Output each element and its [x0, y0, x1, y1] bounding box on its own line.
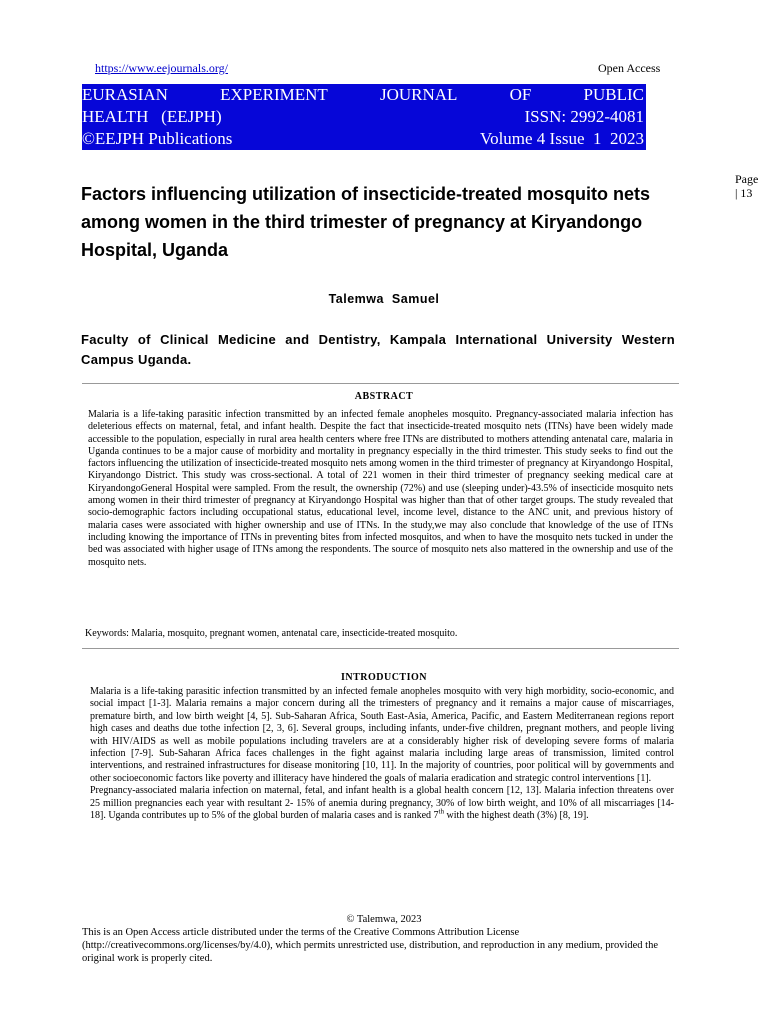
banner-line-1: [82, 84, 646, 106]
open-access-label: Open Access: [598, 61, 661, 75]
section-divider: [82, 648, 679, 649]
ordinal-suffix: th: [438, 807, 444, 816]
article-title: Factors influencing utilization of insecticide-treated mosquito nets among women in the third trimester of pregnancy at Kiryandongo Hospital, Uganda: [81, 184, 651, 260]
abstract-heading: ABSTRACT: [354, 391, 414, 402]
banner-word: JOURNAL: [379, 85, 458, 104]
intro-text: with the highest death (3%) [8, 19].: [443, 810, 589, 822]
page-number-label: [735, 172, 758, 200]
page-word: Page: [735, 172, 759, 186]
intro-paragraph: Malaria is a life-taking parasitic infection transmitted by an infected female anopheles mosquito with very high morbidity, socio-economic, and social impact [1-3]. Malaria remains a major concern during all the trimesters of pregnancy and it remains a major cause of miscarriages, premature birth, and low birth weight [4, 5]. Sub-Saharan Africa, South East-Asia, America, Pacific, and Eastern Mediterranean regions report high cases and deaths due tothe infection [2, 3, 6]. Several groups, including infants, under-five children, pregnant mothers, and people living with HIV/AIDS as well as mobile populations including travelers are at a considerably higher risk of developing severe forms of malaria infection [7-9]. Sub-Saharan Africa faces challenges in the fight against malaria including large areas of transmission, limited control interventions, and restrained infrastructures for disease monitoring [10, 11]. In the majority of countries, poor political will by governments and other socioeconomic factors like poverty and illiteracy have hindered the goals of malaria eradication and strategic control interventions [1].: [90, 686, 674, 784]
section-divider: [82, 383, 679, 384]
copyright-notice: © Talemwa, 2023: [346, 914, 422, 925]
banner-word: EURASIAN: [82, 85, 168, 104]
banner-word: OF: [509, 85, 532, 104]
license-statement: This is an Open Access article distributed under the terms of the Creative Commons Attribution License (http://creativecommons.org/licenses/by/4.0), which permits unrestricted use, distribution, and reproduction in any medium, provided the original work is properly cited.: [82, 927, 659, 964]
intro-paragraph: [90, 785, 674, 822]
banner-volume-issue: Volume 4 Issue 1 2023: [479, 129, 644, 148]
banner-publisher: ©EEJPH Publications: [82, 129, 233, 148]
keywords-line: Keywords: Malaria, mosquito, pregnant women, antenatal care, insecticide-treated mosquito.: [85, 628, 458, 639]
author-affiliation: Faculty of Clinical Medicine and Dentistry, Kampala International University Western Campus Uganda.: [81, 332, 675, 367]
abstract-body: Malaria is a life-taking parasitic infection transmitted by an infected female anopheles mosquito. Pregnancy-associated malaria infection has deleterious effects on maternal, fetal, and infant health. Despite the fact that insecticide-treated mosquito nets (ITNs) have been widely made accessible to the population, especially in rural area health centers where free ITNs are distributed to mothers attending antenatal care, malaria in Uganda continues to be a major cause of morbidity and mortality in pregnancy especially in the third trimester. This study seeks to find out the factors influencing the utilization of insecticide-treated mosquito nets among women in the third trimester of pregnancy at Kiryandongo Hospital, Kiryandongo District. This study was cross-sectional. A total of 221 women in their third trimester of pregnancy seeking medical care at KiryandongoGeneral Hospital were sampled. From the result, the ownership (72%) and use (sleeping under)-43.5% of insecticide mosquito nets among women in their third trimester of pregnancy at Kiryandongo Hospital was higher than that of other target groups. The study revealed that socio-demographic factors including occupational status, educational level, income level, distance to the ANC unit, and previous history of malaria cases were associated with higher ownership and use of ITNs. In the study,we may also conclude that knowledge of the use of ITNs including knowing the importance of ITNs in preventing bites from infected mosquitos, and when to have the mosquito nets tucked in under the bed was associated with higher usage of ITNs among the respondents. The source of mosquito nets also mattered in the ownership and use of the mosquito nets.: [88, 409, 673, 568]
banner-word: PUBLIC: [583, 85, 644, 104]
banner-journal-abbrev: HEALTH (EEJPH): [82, 107, 222, 126]
banner-issn: ISSN: 2992-4081: [524, 107, 644, 126]
banner-line-2: [82, 106, 646, 128]
journal-banner: [82, 84, 646, 150]
banner-line-3: [82, 128, 646, 150]
author-name: Talemwa Samuel: [328, 292, 440, 306]
introduction-body: [90, 686, 674, 822]
intro-text: Pregnancy-associated malaria infection on maternal, fetal, and infant health is a global health concern [12, 13]. Malaria infection threatens over 25 million pregnancies each year with resultant 2- 15% of anemia during pregnancy, 30% of low birth weight, and 10% of all miscarriages [14-18]. Uganda contributes up to 5% of the global burden of malaria cases and is ranked 7: [90, 785, 674, 822]
journal-url-link[interactable]: https://www.eejournals.org/: [95, 61, 228, 75]
introduction-heading: INTRODUCTION: [340, 672, 427, 683]
page-number: | 13: [735, 186, 753, 200]
banner-word: EXPERIMENT: [220, 85, 328, 104]
